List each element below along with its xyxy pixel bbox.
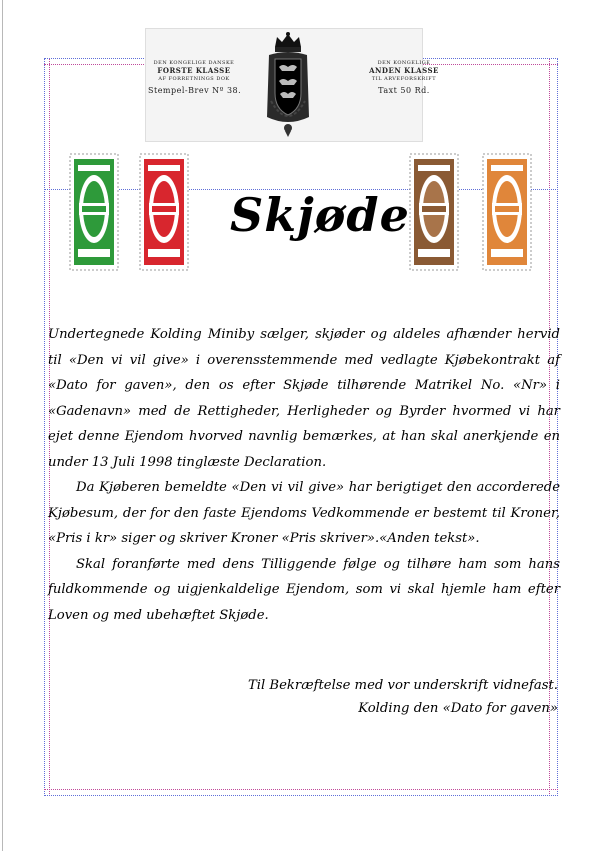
green-revenue-stamp-icon — [69, 153, 119, 271]
closing-block — [200, 674, 558, 720]
closing-place-date: Kolding den «Dato for gaven» — [358, 701, 558, 716]
header-left-small: DEN KONGELIGE DANSKE — [153, 60, 235, 66]
header-right-value: Taxt 50 Rd. — [378, 86, 430, 95]
paragraph-1: Undertegnede Kolding Miniby sælger, skjøder og aldeles afhænder hervid til «Den vi vil give» i overensstemmende med vedlagte Kjøbekontrakt af «Dato for gaven», den os efter Skjøde tilhørende Matrikel No. «Nr» i «Gadenavn» med de Rettigheder, Herligheder og Byrder hvormed vi har ejet denne Ejendom hvorved navnlig bemærkes, at han skal anerkjende en under 13 Juli 1998 tinglæste Declaration. — [48, 327, 560, 470]
header-left-block — [148, 59, 240, 95]
paragraph-3: Skal foranførte med dens Tilliggende følge og tilhøre ham som hans fuldkommende og uigjenkaldelige Ejendom, som vi skal hjemle ham efter Loven og med ubehæftet Skjøde. — [48, 556, 560, 623]
header-right-small: DEN KONGELIGE — [377, 60, 431, 66]
header-left-sub: AF FORRETNINGS DOK — [158, 76, 230, 82]
header-right-class: ANDEN KLASSE — [369, 66, 439, 75]
document-title: Skjøde — [230, 188, 410, 242]
deed-body — [48, 322, 560, 628]
page-edge-line — [2, 0, 3, 851]
guide-bottom-margin — [44, 795, 558, 796]
header-right-block — [358, 59, 450, 95]
guide-bottom-bleed — [44, 789, 558, 790]
stamp-paper-header — [145, 28, 439, 142]
royal-crest-icon — [263, 31, 313, 137]
header-right-sub: TIL ARVEFORSKRIFT — [371, 76, 437, 82]
brown-revenue-stamp-icon — [409, 153, 459, 271]
guide-left-margin — [44, 58, 45, 796]
header-left-value: Stempel-Brev Nº 38. — [148, 86, 242, 95]
header-left-class: FORSTE KLASSE — [157, 66, 231, 75]
red-revenue-stamp-icon — [139, 153, 189, 271]
paragraph-2: Da Kjøberen bemeldte «Den vi vil give» har berigtiget den accorderede Kjøbesum, der for den faste Ejendoms Vedkommende er bestemt til Kroner, «Pris i kr» siger og skriver Kroner «Pris skriver».«Anden tekst». — [48, 480, 560, 546]
closing-confirmation: Til Bekræftelse med vor underskrift vidnefast. — [247, 678, 558, 693]
orange-revenue-stamp-icon — [482, 153, 532, 271]
